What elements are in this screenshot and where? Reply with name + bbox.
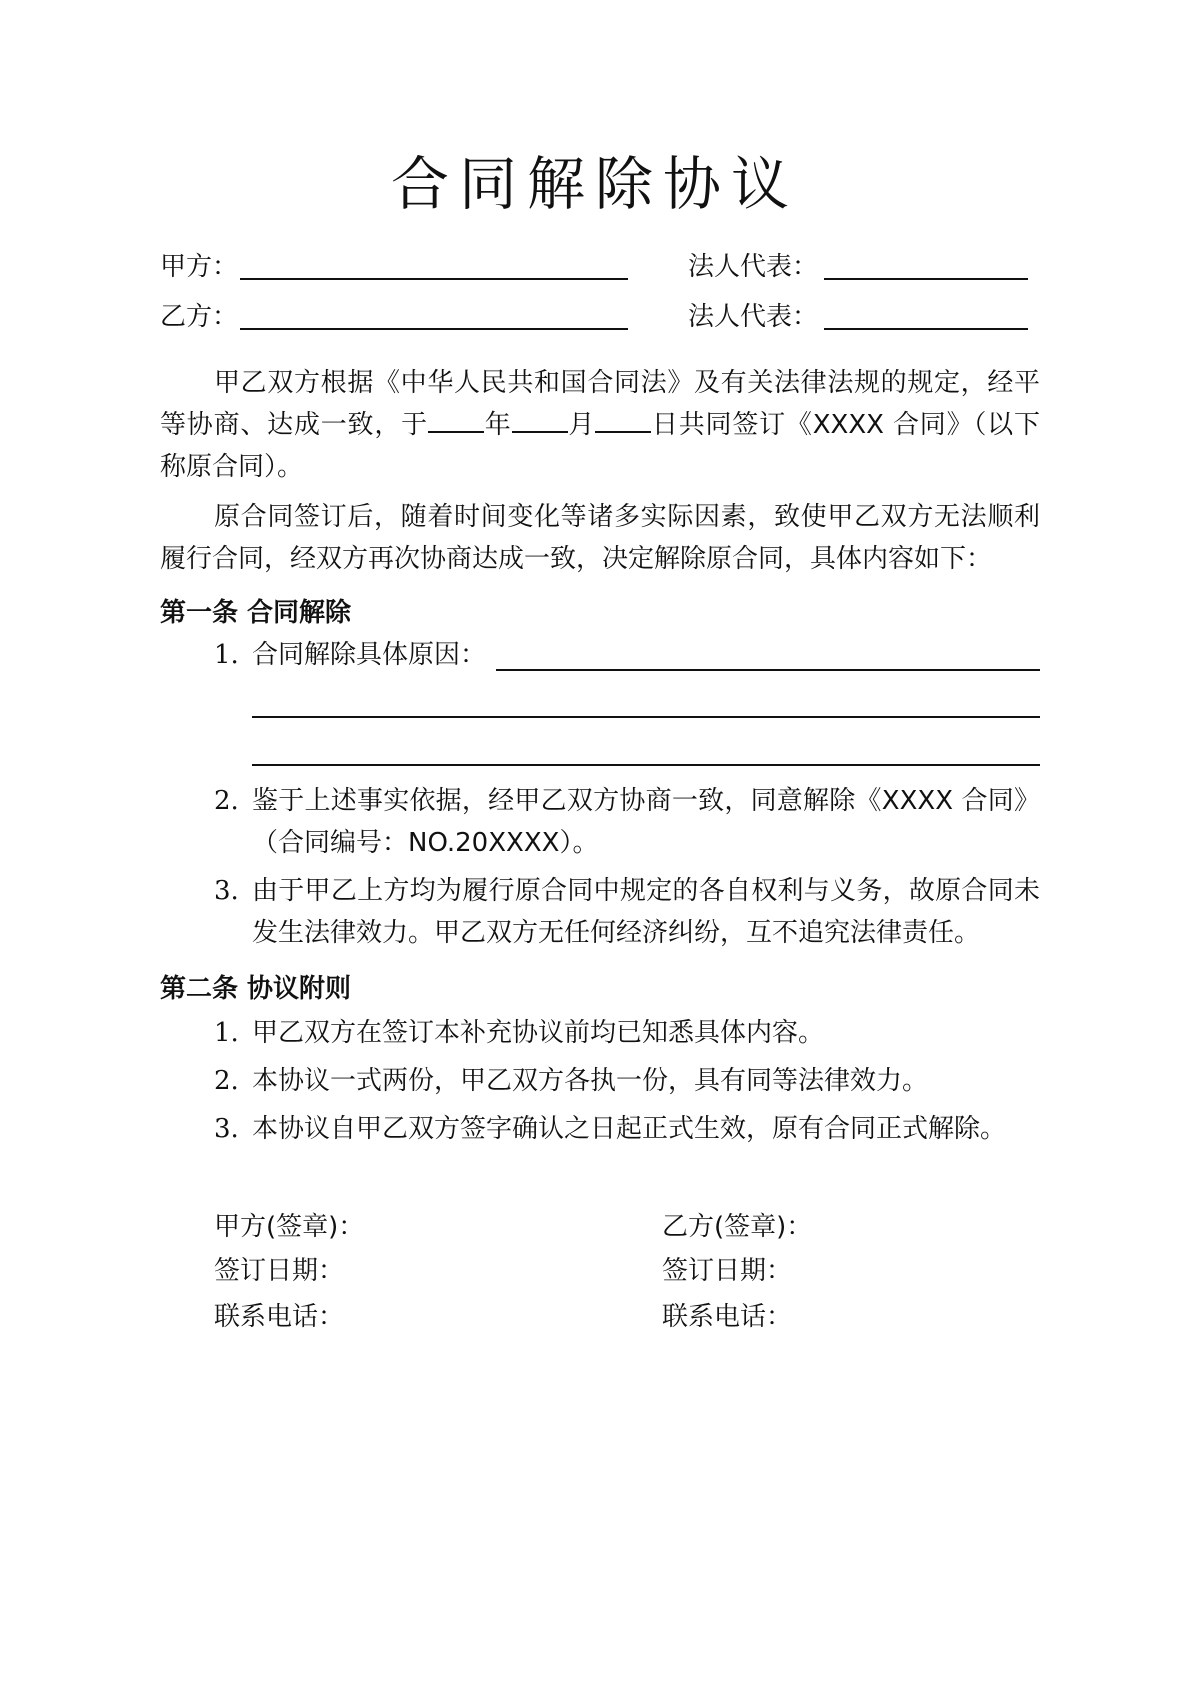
party-a-row [160, 246, 1040, 286]
party-b-label: 乙方： [160, 302, 239, 332]
party-a-label: 甲方： [160, 252, 239, 282]
item-text: 由于甲乙上方均为履行原合同中规定的各自权利与义务，故原合同未发生法律效力。甲乙双方无任何经济纠纷，互不追究法律责任。 [252, 876, 1040, 948]
item-number: 1. [214, 1018, 239, 1048]
party-a-fill-line[interactable] [240, 278, 628, 280]
party-a-phone-label: 联系电话： [214, 1302, 345, 1332]
reason-fill-line-3[interactable] [252, 764, 1040, 766]
item-number: 1. [214, 640, 239, 670]
party-b-rep-fill-line[interactable] [824, 328, 1028, 330]
month-blank[interactable] [512, 405, 568, 433]
document-title: 合同解除协议 [390, 150, 799, 218]
party-a-rep-fill-line[interactable] [824, 278, 1028, 280]
item-text: 甲乙双方在签订本补充协议前均已知悉具体内容。 [252, 1018, 825, 1048]
party-b-fill-line[interactable] [240, 328, 628, 330]
intro-paragraph-2: 原合同签订后，随着时间变化等诸多实际因素，致使甲乙双方无法顺利履行合同，经双方再次协商达成一致，决定解除原合同，具体内容如下： [160, 502, 1040, 574]
intro-text-b: 日共同签订《XXXX 合同》（以下称原合同）。 [160, 410, 1040, 482]
item-text: 本协议自甲乙双方签字确认之日起正式生效，原有合同正式解除。 [252, 1114, 1007, 1144]
year-blank[interactable] [428, 405, 484, 433]
intro-text-a: 甲乙双方根据《中华人民共和国合同法》及有关法律法规的规定，经平等协商、达成一致，于 [160, 368, 1040, 440]
item-number: 3. [214, 876, 239, 906]
month-label: 月 [567, 410, 596, 440]
party-b-row [160, 296, 1040, 336]
party-b-phone-label: 联系电话： [662, 1302, 793, 1332]
day-blank[interactable] [595, 405, 651, 433]
party-b-rep-label: 法人代表： [688, 302, 819, 332]
item-text: 本协议一式两份，甲乙双方各执一份，具有同等法律效力。 [252, 1066, 929, 1096]
item-number: 3. [214, 1114, 239, 1144]
reason-fill-line-1[interactable] [496, 669, 1040, 671]
item-text: 鉴于上述事实依据，经甲乙双方协商一致，同意解除《XXXX 合同》（合同编号：NO.20XXXX）。 [252, 786, 1040, 858]
intro-paragraph-1 [160, 362, 1040, 488]
article-1-heading: 第一条 合同解除 [160, 598, 352, 628]
party-a-seal-label: 甲方(签章)： [214, 1212, 365, 1242]
party-b-date-label: 签订日期： [662, 1256, 793, 1286]
item-number: 2. [214, 786, 239, 816]
article-2-heading: 第二条 协议附则 [160, 974, 352, 1004]
party-a-rep-label: 法人代表： [688, 252, 819, 282]
year-label: 年 [483, 410, 512, 440]
reason-fill-line-2[interactable] [252, 716, 1040, 718]
party-a-date-label: 签订日期： [214, 1256, 345, 1286]
item-text: 合同解除具体原因： [252, 640, 487, 670]
item-number: 2. [214, 1066, 239, 1096]
party-b-seal-label: 乙方(签章)： [662, 1212, 813, 1242]
